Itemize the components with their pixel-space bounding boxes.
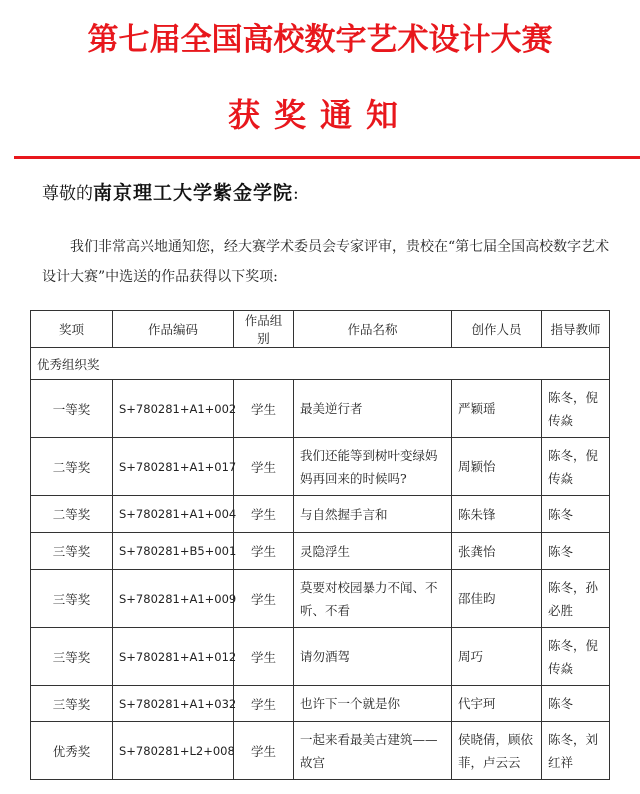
author-cell: 侯晓倩，顾依菲，卢云云 (452, 722, 542, 780)
title-cell: 莫要对校园暴力不闻、不听、不看 (294, 570, 452, 628)
award-cell: 优秀奖 (31, 722, 113, 780)
code-cell: S+780281+A1+009 (113, 570, 234, 628)
code-cell: S+780281+A1+032 (113, 686, 234, 722)
teacher-cell: 陈冬，刘红祥 (542, 722, 610, 780)
group-cell: 学生 (234, 570, 294, 628)
author-cell: 严颖瑶 (452, 380, 542, 438)
col-header-group: 作品组别 (234, 311, 294, 348)
salutation-suffix: : (293, 184, 299, 204)
award-cell: 三等奖 (31, 533, 113, 570)
table-row (31, 496, 610, 533)
table-row (31, 380, 610, 438)
group-cell: 学生 (234, 496, 294, 533)
group-cell: 学生 (234, 686, 294, 722)
teacher-cell: 陈冬 (542, 533, 610, 570)
notice-subtitle: 获奖通知 (227, 96, 412, 134)
code-cell: S+780281+B5+001 (113, 533, 234, 570)
award-cell: 一等奖 (31, 380, 113, 438)
award-cell: 三等奖 (31, 628, 113, 686)
org-award-row (31, 348, 610, 380)
code-cell: S+780281+L2+008 (113, 722, 234, 780)
table-row (31, 570, 610, 628)
notice-body: 我们非常高兴地通知您，经大赛学术委员会专家评审，贵校在“第七届全国高校数字艺术设计大赛”中选送的作品获得以下奖项: (42, 239, 610, 285)
org-award-label: 优秀组织奖 (31, 348, 610, 380)
award-cell: 三等奖 (31, 686, 113, 722)
title-cell: 也许下一个就是你 (294, 686, 452, 722)
group-cell: 学生 (234, 533, 294, 570)
teacher-cell: 陈冬 (542, 686, 610, 722)
teacher-cell: 陈冬，倪传焱 (542, 438, 610, 496)
col-header-teacher: 指导教师 (542, 311, 610, 348)
title-cell: 与自然握手言和 (294, 496, 452, 533)
award-cell: 二等奖 (31, 438, 113, 496)
teacher-cell: 陈冬 (542, 496, 610, 533)
author-cell: 张龚怡 (452, 533, 542, 570)
group-cell: 学生 (234, 380, 294, 438)
table-row (31, 722, 610, 780)
teacher-cell: 陈冬，孙必胜 (542, 570, 610, 628)
table-row (31, 628, 610, 686)
code-cell: S+780281+A1+002 (113, 380, 234, 438)
col-header-code: 作品编码 (113, 311, 234, 348)
col-header-award: 奖项 (31, 311, 113, 348)
author-cell: 周巧 (452, 628, 542, 686)
award-cell: 二等奖 (31, 496, 113, 533)
header-divider (14, 156, 640, 159)
author-cell: 陈朱锋 (452, 496, 542, 533)
code-cell: S+780281+A1+004 (113, 496, 234, 533)
teacher-cell: 陈冬，倪传焱 (542, 628, 610, 686)
group-cell: 学生 (234, 628, 294, 686)
salutation-prefix: 尊敬的 (42, 184, 93, 204)
author-cell: 周颖怡 (452, 438, 542, 496)
col-header-author: 创作人员 (452, 311, 542, 348)
col-header-title: 作品名称 (294, 311, 452, 348)
notice-title: 第七届全国高校数字艺术设计大赛 (87, 22, 553, 58)
group-cell: 学生 (234, 722, 294, 780)
table-row (31, 438, 610, 496)
award-cell: 三等奖 (31, 570, 113, 628)
title-cell: 请勿酒驾 (294, 628, 452, 686)
code-cell: S+780281+A1+017 (113, 438, 234, 496)
awards-table (30, 310, 610, 780)
group-cell: 学生 (234, 438, 294, 496)
table-row (31, 533, 610, 570)
title-cell: 我们还能等到树叶变绿妈妈再回来的时候吗? (294, 438, 452, 496)
author-cell: 邵佳昀 (452, 570, 542, 628)
title-cell: 灵隐浮生 (294, 533, 452, 570)
table-row (31, 686, 610, 722)
teacher-cell: 陈冬，倪传焱 (542, 380, 610, 438)
title-cell: 一起来看最美古建筑——故宫 (294, 722, 452, 780)
title-cell: 最美逆行者 (294, 380, 452, 438)
table-header-row (31, 311, 610, 348)
code-cell: S+780281+A1+012 (113, 628, 234, 686)
salutation (42, 178, 299, 205)
author-cell: 代宇珂 (452, 686, 542, 722)
school-name: 南京理工大学紫金学院 (93, 182, 294, 204)
